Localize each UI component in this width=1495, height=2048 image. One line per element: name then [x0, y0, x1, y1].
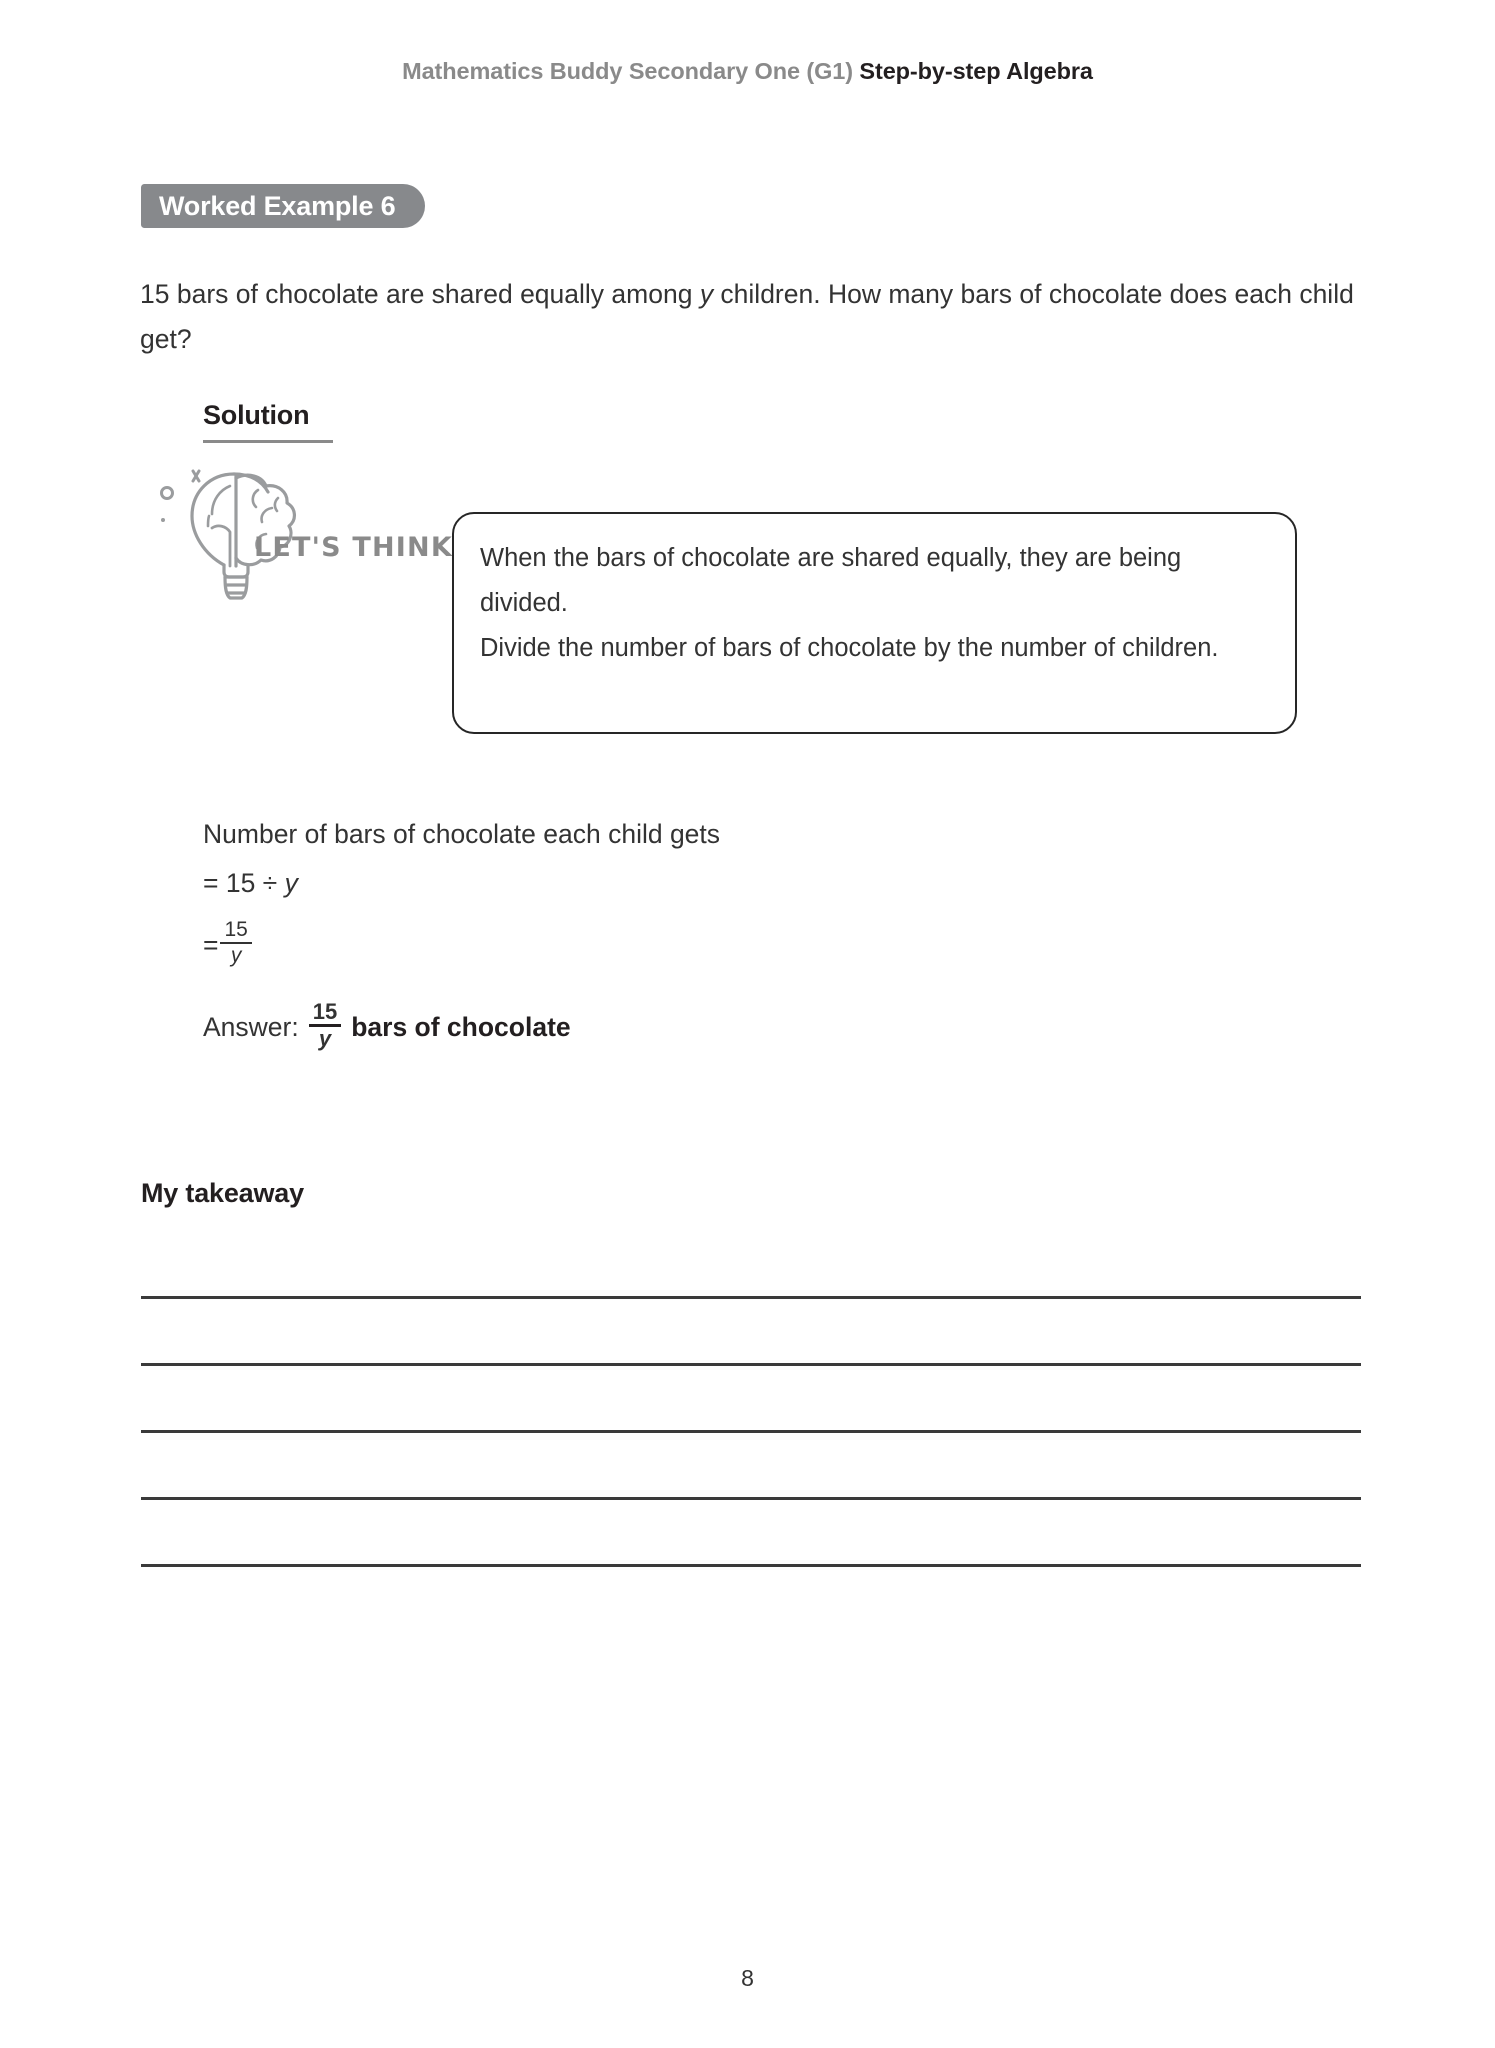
chapter-title: Step-by-step Algebra — [859, 58, 1093, 84]
answer-line[interactable] — [141, 1497, 1361, 1500]
answer-line[interactable] — [141, 1564, 1361, 1567]
answer-row — [203, 999, 571, 1053]
working-step-2 — [203, 920, 1103, 970]
answer-unit: bars of chocolate — [351, 1011, 571, 1042]
working-step-2-equals: = — [203, 929, 219, 960]
hint-line-2: Divide the number of bars of chocolate by the number of children. — [480, 634, 1219, 662]
answer-fraction — [309, 1000, 341, 1051]
question-text — [140, 272, 1370, 362]
fraction-denominator: y — [230, 944, 242, 967]
answer-line[interactable] — [141, 1296, 1361, 1299]
working-step-1-prefix: = 15 ÷ — [203, 868, 285, 898]
working-step-1 — [203, 861, 1103, 906]
answer-fraction-denominator: y — [318, 1025, 332, 1051]
question-variable: y — [699, 279, 714, 309]
solution-working — [203, 812, 1103, 970]
page-number: 8 — [741, 1965, 754, 1991]
working-step-1-variable: y — [284, 868, 298, 898]
lets-think-hint-box — [452, 512, 1297, 734]
lets-think-label: LET'S THINK — [254, 532, 453, 563]
takeaway-answer-lines[interactable] — [141, 1296, 1361, 1567]
answer-label: Answer: — [203, 1011, 299, 1042]
page-header — [0, 58, 1495, 85]
question-part-1: 15 bars of chocolate are shared equally among — [140, 279, 700, 309]
answer-line[interactable] — [141, 1363, 1361, 1366]
question-part-2: children. How many bars of chocolate does each child get? — [140, 279, 1354, 354]
fraction-numerator: 15 — [224, 918, 248, 941]
lets-think-block — [146, 462, 453, 602]
book-title: Mathematics Buddy Secondary One (G1) — [402, 58, 853, 84]
hint-line-1: When the bars of chocolate are shared equally, they are being divided. — [480, 544, 1182, 617]
answer-line[interactable] — [141, 1430, 1361, 1433]
solution-heading: Solution — [203, 400, 310, 430]
solution-underline — [203, 440, 333, 443]
working-statement: Number of bars of chocolate each child gets — [203, 819, 721, 849]
fraction-15-over-y — [220, 918, 251, 968]
answer-fraction-numerator: 15 — [312, 999, 338, 1024]
my-takeaway-heading: My takeaway — [141, 1178, 304, 1208]
worked-example-badge: Worked Example 6 — [141, 184, 425, 228]
